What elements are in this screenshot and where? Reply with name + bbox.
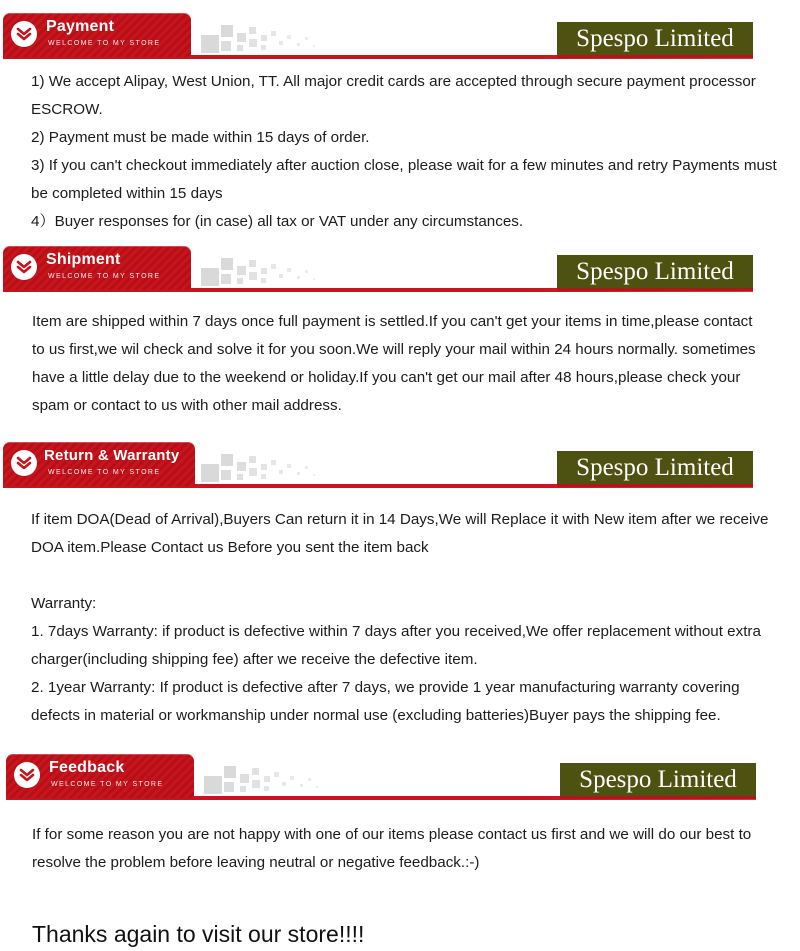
warranty-item-2: 2. 1year Warranty: If product is defective after 7 days, we provide 1 year manufacturing warranty covering defects in material or workmanship under normal use (excluding batteries)Buyer pays the shipping fee. (31, 679, 740, 724)
pixel-square (252, 768, 259, 775)
pixel-square (316, 786, 318, 788)
pixel-square (305, 466, 308, 469)
brand-label: Spespo Limited (560, 763, 756, 799)
pixel-square (287, 464, 291, 468)
pixel-square (297, 472, 300, 475)
tagline: WELCOME TO MY STORE (48, 469, 161, 476)
pixel-square (240, 786, 246, 792)
pixel-square (204, 776, 222, 794)
chevron-down-icon (14, 762, 40, 788)
tagline: WELCOME TO MY STORE (48, 273, 161, 280)
payment-item-1: 1) We accept Alipay, West Union, TT. All major credit cards are accepted through secure payment processor ESCROW. (31, 73, 756, 118)
pixel-square (274, 772, 279, 777)
pixel-square (264, 786, 269, 791)
pixel-square (261, 35, 267, 41)
payment-content (31, 68, 791, 236)
decorative-pixels (201, 448, 321, 482)
pixel-square (300, 784, 303, 787)
pixel-square (313, 278, 315, 280)
tagline: WELCOME TO MY STORE (48, 40, 161, 47)
chevron-down-icon (11, 254, 37, 280)
pixel-square (249, 456, 256, 463)
pixel-square (305, 37, 308, 40)
pixel-square (224, 766, 236, 778)
warranty-heading: Warranty: (31, 595, 97, 612)
pixel-square (237, 278, 243, 284)
doa-text: If item DOA(Dead of Arrival),Buyers Can return it in 14 Days,We will Replace it with New item after we receive DOA item.Please Contact us Before you sent the item back (31, 511, 769, 556)
section-header-payment (3, 13, 753, 59)
section-title: Return & Warranty (44, 447, 180, 464)
pixel-square (252, 780, 260, 788)
shipment-text: Item are shipped within 7 days once full payment is settled.If you can't get your items in time,please contact to us first,we wil check and solve it for you soon.We will reply your mail within 24 hours normally. sometimes have a little delay due to the weekend or holiday.If you can't get our mail after 48 hours,please check your spam or contact to us with other mail address. (32, 313, 756, 414)
pixel-square (237, 462, 246, 471)
pixel-square (237, 45, 243, 51)
pixel-square (221, 470, 231, 480)
decorative-pixels (201, 252, 321, 286)
pixel-square (290, 776, 294, 780)
section-header-shipment (3, 246, 753, 292)
tagline: WELCOME TO MY STORE (51, 781, 164, 788)
pixel-square (240, 774, 249, 783)
pixel-square (261, 268, 267, 274)
pixel-square (249, 468, 257, 476)
pixel-square (261, 45, 266, 50)
pixel-square (279, 274, 283, 278)
pixel-square (249, 272, 257, 280)
pixel-square (313, 45, 315, 47)
section-tab (3, 13, 191, 57)
thanks-message: Thanks again to visit our store!!!! (32, 921, 365, 947)
feedback-text: If for some reason you are not happy with one of our items please contact us first and we will do our best to resolve the problem before leaving neutral or negative feedback.:-) (32, 826, 752, 871)
pixel-square (287, 268, 291, 272)
pixel-square (224, 782, 234, 792)
pixel-square (313, 474, 315, 476)
pixel-square (279, 470, 283, 474)
pixel-square (287, 35, 291, 39)
chevron-down-icon (11, 21, 37, 47)
pixel-square (308, 778, 311, 781)
pixel-square (237, 33, 246, 42)
pixel-square (201, 268, 219, 286)
section-title: Feedback (49, 759, 125, 776)
pixel-square (221, 41, 231, 51)
payment-item-4: 4）Buyer responses for (in case) all tax or VAT under any circumstances. (31, 213, 524, 230)
pixel-square (237, 474, 243, 480)
pixel-square (279, 41, 283, 45)
pixel-square (271, 460, 276, 465)
pixel-square (305, 270, 308, 273)
pixel-square (261, 278, 266, 283)
section-title: Shipment (46, 251, 121, 268)
pixel-square (249, 260, 256, 267)
section-header-feedback (6, 754, 756, 800)
pixel-square (282, 782, 286, 786)
pixel-square (221, 25, 233, 37)
pixel-square (237, 266, 246, 275)
chevron-down-icon (11, 450, 37, 476)
warranty-item-1: 1. 7days Warranty: if product is defective within 7 days after you received,We offer replacement without extra charger(including shipping fee) after we receive the defective item. (31, 623, 761, 668)
pixel-square (249, 39, 257, 47)
section-tab (3, 246, 191, 290)
pixel-square (249, 27, 256, 34)
brand-label: Spespo Limited (557, 451, 753, 487)
pixel-square (261, 464, 267, 470)
decorative-pixels (204, 760, 324, 794)
pixel-square (201, 464, 219, 482)
pixel-square (264, 776, 270, 782)
pixel-square (271, 264, 276, 269)
section-title: Payment (46, 18, 115, 35)
section-tab (3, 442, 195, 486)
spacer (31, 562, 786, 590)
section-tab (6, 754, 194, 798)
pixel-square (221, 454, 233, 466)
brand-label: Spespo Limited (557, 22, 753, 58)
pixel-square (221, 274, 231, 284)
pixel-square (297, 276, 300, 279)
payment-item-2: 2) Payment must be made within 15 days of order. (31, 129, 370, 146)
section-header-return (3, 442, 753, 488)
brand-label: Spespo Limited (557, 255, 753, 291)
decorative-pixels (201, 19, 321, 53)
return-content (31, 506, 786, 730)
pixel-square (261, 474, 266, 479)
feedback-content (32, 821, 784, 877)
pixel-square (201, 35, 219, 53)
pixel-square (271, 31, 276, 36)
pixel-square (297, 43, 300, 46)
shipment-content (32, 308, 760, 420)
pixel-square (221, 258, 233, 270)
payment-item-3: 3) If you can't checkout immediately after auction close, please wait for a few minutes and retry Payments must be completed within 15 days (31, 157, 777, 202)
